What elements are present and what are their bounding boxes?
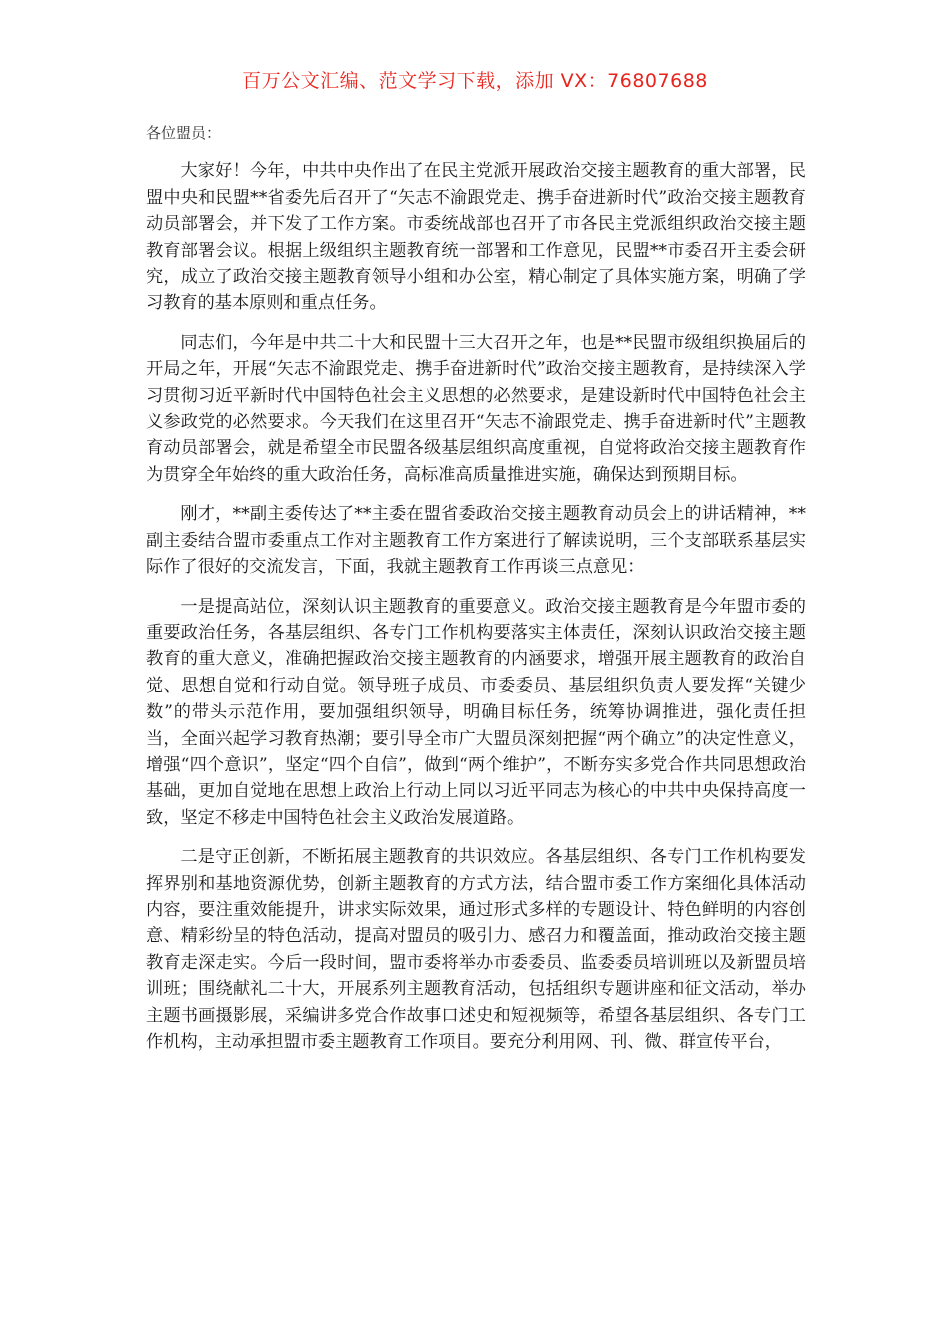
paragraph-point-two: 二是守正创新，不断拓展主题教育的共识效应。各基层组织、各专门工作机构要发挥界别和基地资源优势，创新主题教育的方式方法，结合盟市委工作方案细化具体活动内容，要注重效能提升，讲求实际效果，通过形式多样的专题设计、特色鲜明的内容创意、精彩纷呈的特色活动，提高对盟员的吸引力、感召力和覆盖面，推动政治交接主题教育走深走实。今后一段时间，盟市委将举办市委委员、监委委员培训班以及新盟员培训班；围绕献礼二十大，开展系列主题教育活动，包括组织专题讲座和征文活动，举办主题书画摄影展，采编讲多党合作故事口述史和短视频等，希望各基层组织、各专门工作机构，主动承担盟市委主题教育工作项目。要充分利用网、刊、微、群宣传平台， [146,847,806,1052]
paragraph-point-one: 一是提高站位，深刻认识主题教育的重要意义。政治交接主题教育是今年盟市委的重要政治任务，各基层组织、各专门工作机构要落实主体责任，深刻认识政治交接主题教育的重大意义，准确把握政治交接主题教育的内涵要求，增强开展主题教育的政治自觉、思想自觉和行动自觉。领导班子成员、市委委员、基层组织负责人要发挥“关键少数”的带头示范作用，要加强组织领导，明确目标任务，统筹协调推进，强化责任担当，全面兴起学习教育热潮；要引导全市广大盟员深刻把握“两个确立”的决定性意义，增强“四个意识”，坚定“四个自信”，做到“两个维护”，不断夯实多党合作共同思想政治基础，更加自觉地在思想上政治上行动上同以习近平同志为核心的中共中央保持高度一致，坚定不移走中国特色社会主义政治发展道路。 [146,596,806,828]
header-banner: 百万公文汇编、范文学习下载，添加 VX：76807688 [242,70,708,92]
paragraph-transition: 刚才，**副主委传达了**主委在盟省委政治交接主题教育动员会上的讲话精神，**副主委结合盟市委重点工作对主题教育工作方案进行了解读说明，三个支部联系基层实际作了很好的交流发言，下面，我就主题教育工作再谈三点意见： [146,504,806,578]
salutation: 各位盟员： [146,124,222,142]
paragraph-significance: 同志们，今年是中共二十大和民盟十三大召开之年，也是**民盟市级组织换届后的开局之年，开展“矢志不渝跟党走、携手奋进新时代”政治交接主题教育，是持续深入学习贯彻习近平新时代中国特色社会主义思想的必然要求，是建设新时代中国特色社会主义参政党的必然要求。今天我们在这里召开“矢志不渝跟党走、携手奋进新时代”主题教育动员部署会，就是希望全市民盟各级基层组织高度重视，自觉将政治交接主题教育作为贯穿全年始终的重大政治任务，高标准高质量推进实施，确保达到预期目标。 [146,332,806,485]
paragraph-intro: 大家好！今年，中共中央作出了在民主党派开展政治交接主题教育的重大部署，民盟中央和民盟**省委先后召开了“矢志不渝跟党走、携手奋进新时代”政治交接主题教育动员部署会，并下发了工作方案。市委统战部也召开了市各民主党派组织政治交接主题教育部署会议。根据上级组织主题教育统一部署和工作意见，民盟**市委召开主委会研究，成立了政治交接主题教育领导小组和办公室，精心制定了具体实施方案，明确了学习教育的基本原则和重点任务。 [146,161,806,314]
document-body [146,120,806,1068]
